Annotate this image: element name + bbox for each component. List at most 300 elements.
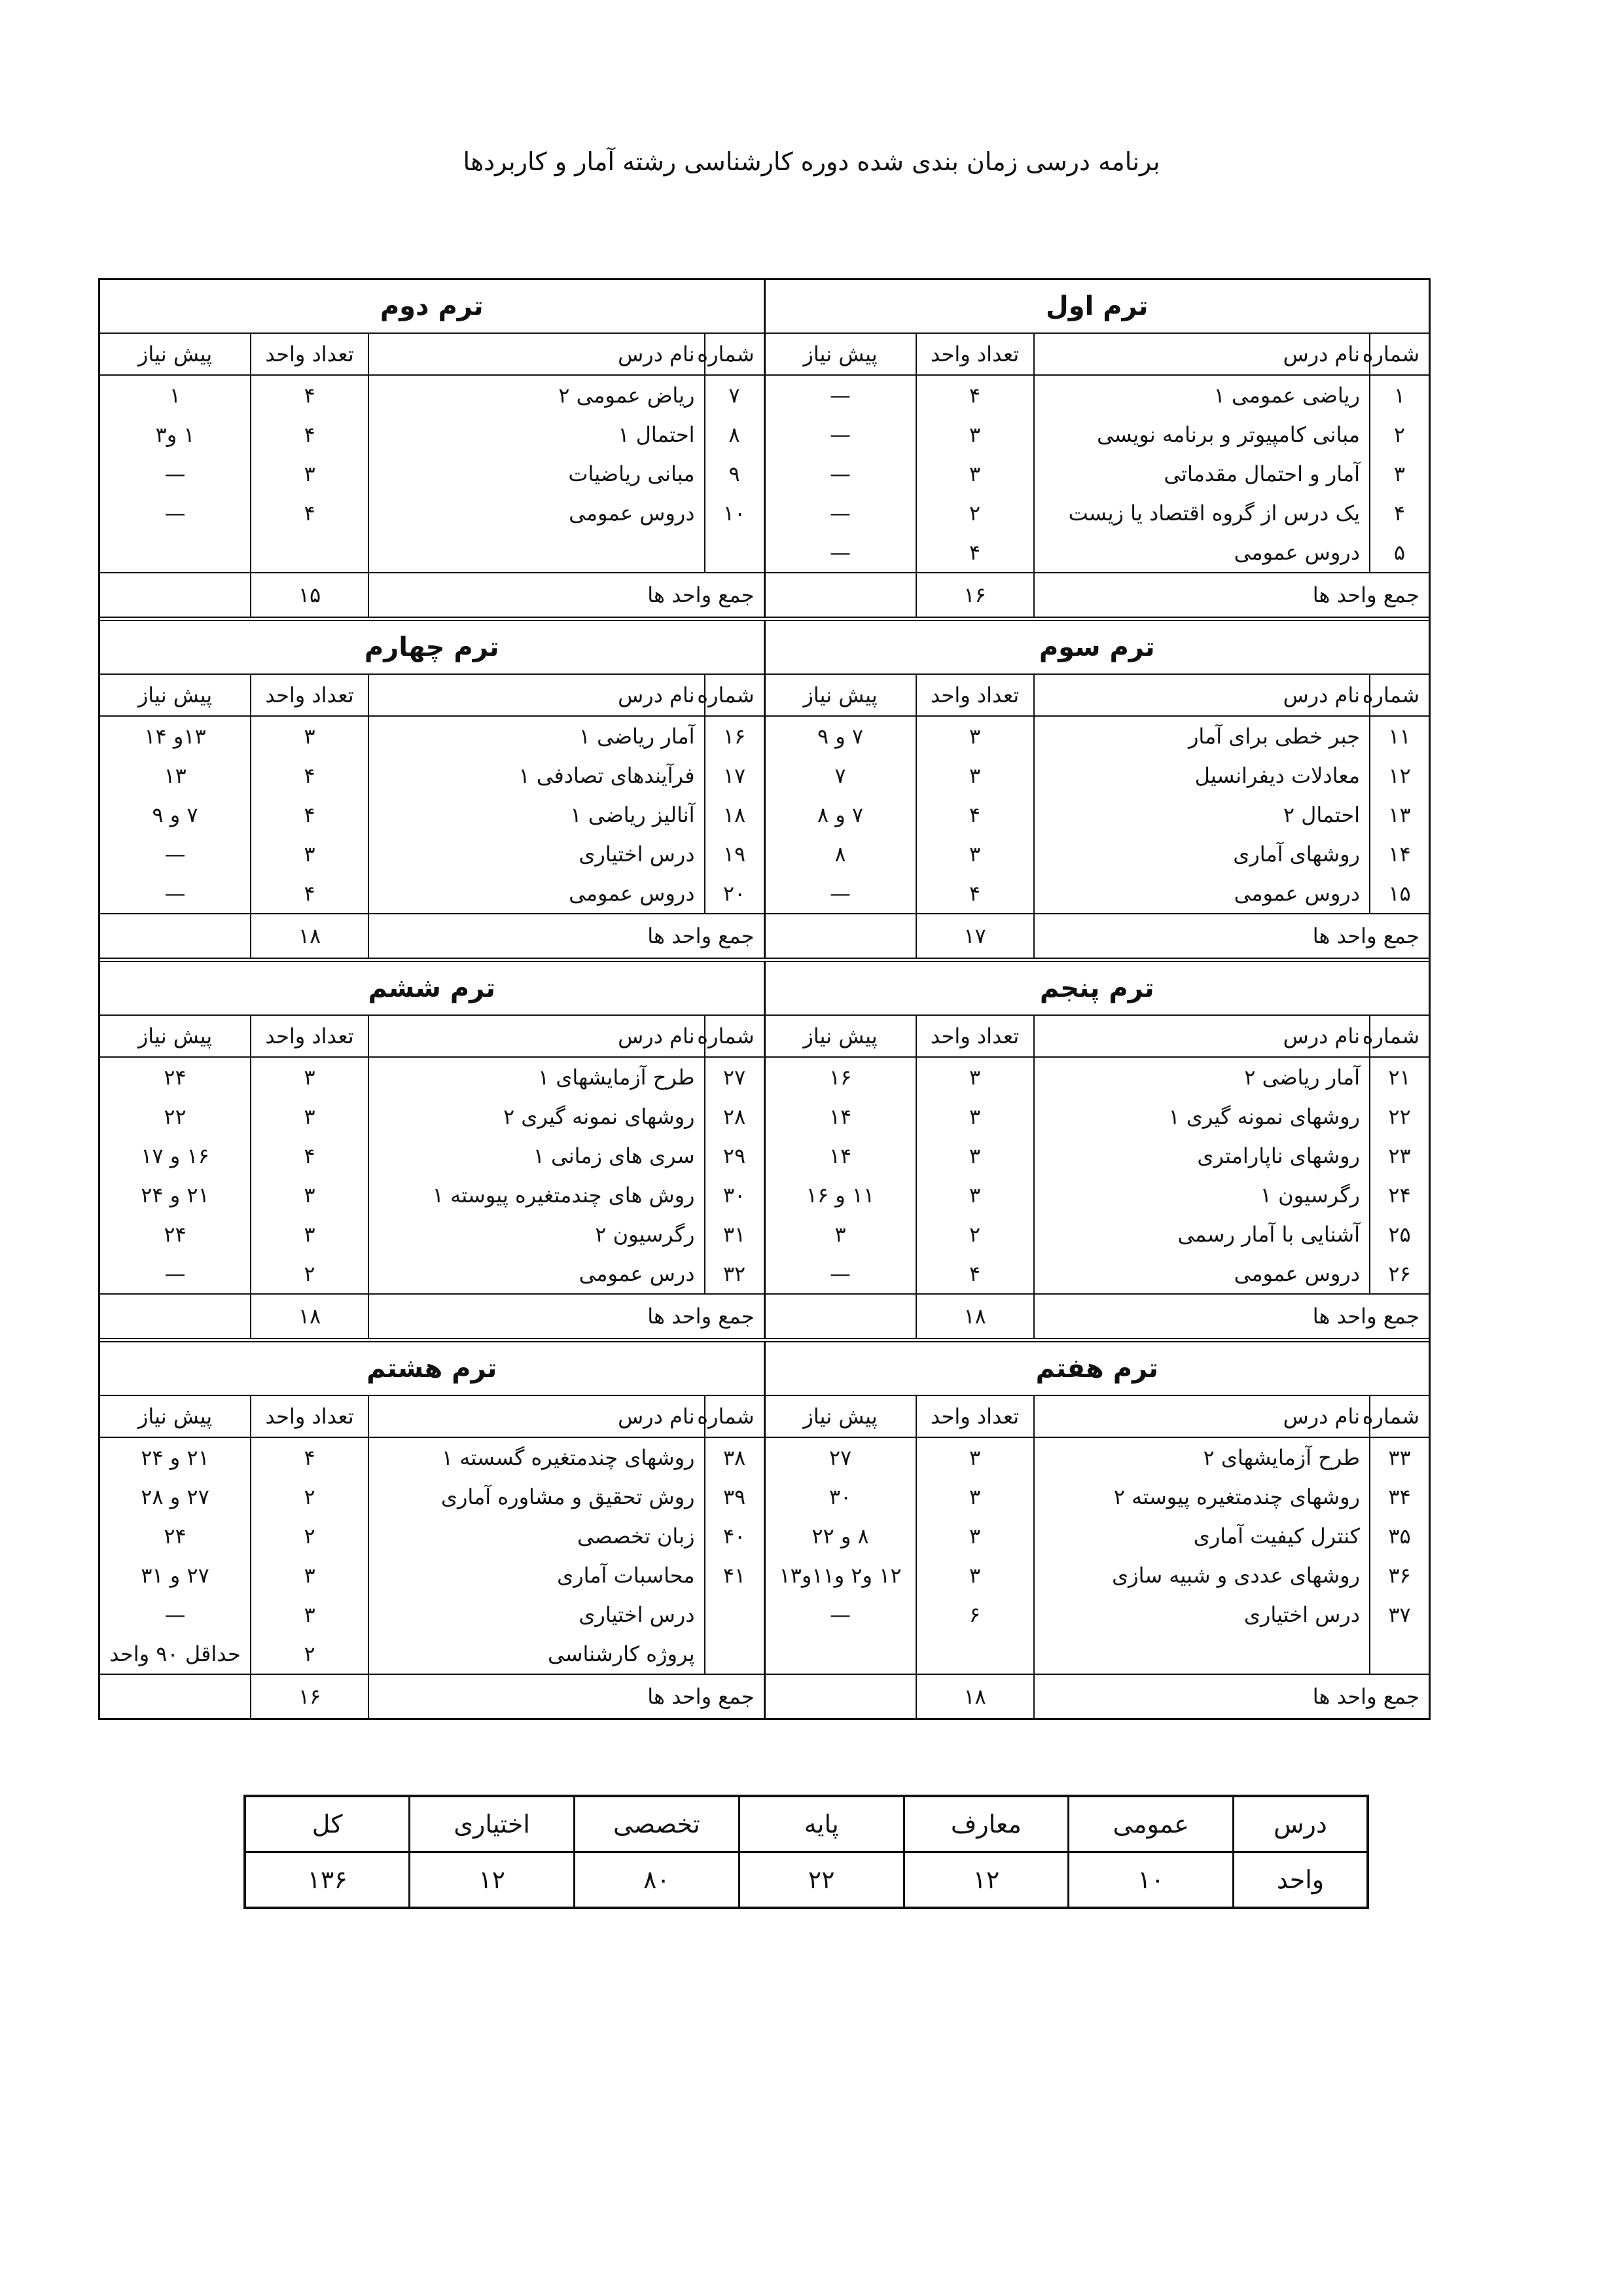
- course-prereq: ۱۴: [829, 1143, 852, 1168]
- course-prereq: —: [164, 881, 186, 906]
- table-row: [100, 1136, 764, 1175]
- header-prereq: پیش نیاز: [766, 674, 916, 716]
- header-course: نام درس: [368, 674, 705, 716]
- term-title: ترم اول: [766, 280, 1429, 333]
- header-units: تعداد واحد: [916, 1015, 1034, 1057]
- table-row: [100, 415, 764, 454]
- table-row: [100, 1556, 764, 1595]
- total-units: ۱۸: [916, 1294, 1034, 1338]
- header-prereq: پیش نیاز: [766, 1015, 916, 1057]
- course-name: سری های زمانی ۱: [368, 1136, 705, 1175]
- course-prereq: ۱۳و ۱۴: [144, 724, 206, 749]
- course-name: مبانی ریاضیات: [368, 454, 704, 493]
- course-number: ۲۸: [705, 1097, 764, 1136]
- course-name: رگرسیون ۲: [368, 1215, 705, 1254]
- course-name: احتمال ۱: [368, 415, 704, 454]
- total-label: جمع واحد ها: [368, 1294, 764, 1338]
- course-name: روشهای چندمتغیره پیوسته ۲: [1034, 1477, 1370, 1516]
- course-name: ریاض عمومی ۲: [368, 375, 704, 415]
- term-table: [100, 962, 764, 1338]
- table-row: [766, 756, 1429, 795]
- course-prereq: ۲۲: [164, 1104, 187, 1129]
- summary-cell: ۱۲: [904, 1852, 1069, 1909]
- table-row: [766, 1254, 1429, 1294]
- course-prereq: ۷ و ۹: [817, 724, 864, 749]
- course-name: درس اختیاری: [368, 834, 705, 874]
- course-units: ۳: [916, 1477, 1034, 1516]
- header-units: تعداد واحد: [251, 333, 368, 375]
- header-prereq: پیش نیاز: [100, 1015, 251, 1057]
- course-name: روشهای آماری: [1034, 834, 1370, 874]
- course-units: ۳: [916, 1136, 1034, 1175]
- course-name: دروس عمومی: [1034, 533, 1370, 573]
- table-row: [100, 795, 764, 834]
- course-number: ۳۰: [705, 1175, 764, 1215]
- table-row: [766, 375, 1429, 415]
- course-prereq: ۲۷: [829, 1445, 852, 1470]
- course-prereq: [100, 533, 251, 573]
- course-units: ۲: [251, 1516, 368, 1556]
- course-units: ۲: [916, 493, 1034, 533]
- header-units: تعداد واحد: [251, 1395, 368, 1437]
- header-course: نام درس: [1034, 1395, 1370, 1437]
- course-prereq: —: [830, 1261, 851, 1286]
- table-row: [100, 1516, 764, 1556]
- table-row: [766, 795, 1429, 834]
- total-label: جمع واحد ها: [1034, 573, 1429, 617]
- total-row: [100, 1294, 764, 1338]
- course-units: ۳: [916, 1437, 1034, 1477]
- term-table: [766, 1342, 1429, 1718]
- total-units: ۱۶: [916, 573, 1034, 617]
- course-number: ۴۰: [705, 1516, 764, 1556]
- course-units: ۲: [251, 1477, 368, 1516]
- course-number: ۸: [705, 415, 764, 454]
- header-course: نام درس: [1034, 1015, 1370, 1057]
- course-name: پروژه کارشناسی: [368, 1634, 704, 1674]
- header-row: [766, 674, 1429, 716]
- course-prereq: —: [830, 881, 851, 906]
- term-title: ترم هفتم: [766, 1342, 1429, 1395]
- course-prereq: [766, 1634, 916, 1674]
- summary-cell: ۲۲: [739, 1852, 904, 1909]
- course-units: ۳: [916, 415, 1034, 454]
- total-row: [766, 914, 1429, 958]
- course-number: ۲۳: [1370, 1136, 1429, 1175]
- table-row: [766, 1097, 1429, 1136]
- course-name: روش تحقیق و مشاوره آماری: [368, 1477, 704, 1516]
- table-row: [100, 1595, 764, 1634]
- course-units: ۳: [251, 1215, 368, 1254]
- table-row: [766, 454, 1429, 493]
- total-label: جمع واحد ها: [368, 1674, 763, 1718]
- summary-cell: کل: [245, 1796, 410, 1852]
- course-number: ۱۶: [705, 716, 764, 756]
- header-number: شماره: [705, 1395, 764, 1437]
- course-number: ۱۴: [1370, 834, 1429, 874]
- total-units: ۱۸: [916, 1674, 1034, 1718]
- table-row: [100, 375, 764, 415]
- course-prereq: ۲۱ و ۲۴: [141, 1183, 209, 1208]
- course-number: ۱۳: [1370, 795, 1429, 834]
- course-units: ۶: [916, 1595, 1034, 1634]
- term-table: [766, 962, 1429, 1338]
- course-number: ۳: [1370, 454, 1429, 493]
- course-name: آشنایی با آمار رسمی: [1034, 1215, 1370, 1254]
- header-course: نام درس: [1034, 333, 1370, 375]
- course-units: ۳: [916, 716, 1034, 756]
- total-units: ۱۵: [251, 573, 368, 617]
- total-label: جمع واحد ها: [1034, 914, 1429, 958]
- table-row: [766, 1215, 1429, 1254]
- course-prereq: ۱۱ و ۱۶: [806, 1183, 875, 1208]
- term-table: [100, 1342, 764, 1718]
- total-prereq-empty: [100, 1294, 251, 1338]
- course-name: ریاضی عمومی ۱: [1034, 375, 1370, 415]
- total-units: ۱۶: [251, 1674, 368, 1718]
- header-number: شماره: [1370, 1395, 1429, 1437]
- total-label: جمع واحد ها: [368, 914, 764, 958]
- course-prereq: ۲۱ و ۲۴: [141, 1445, 209, 1470]
- table-row: [100, 533, 764, 573]
- course-units: ۳: [916, 1057, 1034, 1097]
- term-table: [766, 621, 1429, 958]
- total-prereq-empty: [766, 1294, 916, 1338]
- course-prereq: ۷: [834, 763, 846, 788]
- summary-cell: عمومی: [1069, 1796, 1234, 1852]
- summary-row-units: [245, 1852, 1368, 1909]
- table-row: [766, 1516, 1429, 1556]
- header-prereq: پیش نیاز: [766, 333, 916, 375]
- course-units: ۴: [916, 874, 1034, 914]
- summary-cell: تخصصی: [575, 1796, 740, 1852]
- header-number: شماره: [1370, 333, 1429, 375]
- course-number: ۱۱: [1370, 716, 1429, 756]
- table-row: [100, 1175, 764, 1215]
- table-row: [100, 1634, 764, 1674]
- course-number: ۵: [1370, 533, 1429, 573]
- term-block: [100, 621, 766, 958]
- course-units: ۲: [916, 1215, 1034, 1254]
- course-name: فرآیندهای تصادفی ۱: [368, 756, 705, 795]
- table-row: [766, 533, 1429, 573]
- header-prereq: پیش نیاز: [100, 333, 251, 375]
- header-units: تعداد واحد: [251, 674, 368, 716]
- course-units: ۳: [916, 1175, 1034, 1215]
- course-units: ۴: [251, 375, 368, 415]
- header-number: شماره: [705, 333, 764, 375]
- header-row: [100, 674, 764, 716]
- total-prereq-empty: [100, 1674, 251, 1718]
- summary-cell: ۱۳۶: [245, 1852, 410, 1909]
- course-prereq: ۱: [169, 383, 181, 408]
- table-row: [766, 1175, 1429, 1215]
- course-number: ۳۵: [1370, 1516, 1429, 1556]
- course-units: ۴: [251, 874, 368, 914]
- term-pair-row: [100, 1338, 1429, 1718]
- term-pair-row: [100, 617, 1429, 958]
- summary-cell: معارف: [904, 1796, 1069, 1852]
- term-block: [766, 280, 1429, 617]
- total-prereq-empty: [100, 914, 251, 958]
- course-prereq: ۷ و ۸: [817, 802, 864, 827]
- course-name: دروس عمومی: [368, 493, 704, 533]
- course-prereq: —: [830, 383, 851, 408]
- course-number: ۳۶: [1370, 1556, 1429, 1595]
- course-prereq: —: [830, 1602, 851, 1627]
- header-units: تعداد واحد: [251, 1015, 368, 1057]
- course-units: ۳: [251, 1097, 368, 1136]
- course-number: ۲۵: [1370, 1215, 1429, 1254]
- total-units: ۱۸: [251, 914, 368, 958]
- course-prereq: ۷ و ۹: [152, 802, 198, 827]
- course-prereq: ۱۶: [829, 1065, 852, 1090]
- course-prereq: ۸: [834, 842, 846, 867]
- table-row: [100, 1097, 764, 1136]
- table-row: [100, 756, 764, 795]
- course-number: [1370, 1634, 1429, 1674]
- summary-cell: درس: [1234, 1796, 1368, 1852]
- course-number: ۲۰: [705, 874, 764, 914]
- table-row: [100, 874, 764, 914]
- course-name: یک درس از گروه اقتصاد یا زیست: [1034, 493, 1370, 533]
- course-name: دروس عمومی: [1034, 874, 1370, 914]
- course-prereq: —: [164, 1261, 186, 1286]
- course-name: درس اختیاری: [368, 1595, 704, 1634]
- course-units: ۳: [916, 1516, 1034, 1556]
- term-pair-row: [100, 958, 1429, 1338]
- total-row: [766, 1294, 1429, 1338]
- total-label: جمع واحد ها: [1034, 1674, 1429, 1718]
- course-name: دروس عمومی: [1034, 1254, 1370, 1294]
- course-units: ۳: [251, 1595, 368, 1634]
- course-name: درس عمومی: [368, 1254, 705, 1294]
- summary-table: [243, 1795, 1369, 1909]
- course-number: ۱۹: [705, 834, 764, 874]
- course-prereq: ۱۴: [829, 1104, 852, 1129]
- term-title: ترم چهارم: [100, 621, 764, 674]
- term-table: [100, 280, 764, 617]
- terms-grid: [98, 278, 1431, 1720]
- course-name: درس اختیاری: [1034, 1595, 1370, 1634]
- header-prereq: پیش نیاز: [766, 1395, 916, 1437]
- table-row: [766, 1057, 1429, 1097]
- course-units: [916, 1634, 1034, 1674]
- course-name: آمار ریاضی ۱: [368, 716, 705, 756]
- course-units: [251, 533, 368, 573]
- course-number: ۳۳: [1370, 1437, 1429, 1477]
- course-prereq: ۲۴: [164, 1065, 187, 1090]
- course-number: ۱۵: [1370, 874, 1429, 914]
- term-block: [766, 962, 1429, 1338]
- course-units: ۳: [251, 1175, 368, 1215]
- term-table: [100, 621, 764, 958]
- course-prereq: ۱۳: [164, 763, 187, 788]
- course-units: ۲: [251, 1634, 368, 1674]
- header-row: [100, 1015, 764, 1057]
- course-units: ۳: [251, 834, 368, 874]
- term-block: [100, 280, 766, 617]
- course-name: روشهای ناپارامتری: [1034, 1136, 1370, 1175]
- term-block: [100, 1342, 766, 1718]
- header-units: تعداد واحد: [916, 1395, 1034, 1437]
- course-units: ۴: [251, 756, 368, 795]
- course-units: ۴: [916, 1254, 1034, 1294]
- course-name: احتمال ۲: [1034, 795, 1370, 834]
- total-label: جمع واحد ها: [368, 573, 763, 617]
- header-course: نام درس: [368, 1395, 704, 1437]
- course-number: ۱۷: [705, 756, 764, 795]
- course-prereq: —: [164, 1602, 186, 1627]
- header-prereq: پیش نیاز: [100, 1395, 251, 1437]
- course-prereq: —: [830, 461, 851, 486]
- course-number: ۳۲: [705, 1254, 764, 1294]
- summary-row-courses: [245, 1796, 1368, 1852]
- course-name: کنترل کیفیت آماری: [1034, 1516, 1370, 1556]
- course-prereq: —: [164, 461, 186, 486]
- course-units: ۳: [916, 454, 1034, 493]
- total-prereq-empty: [766, 1674, 916, 1718]
- course-name: جبر خطی برای آمار: [1034, 716, 1370, 756]
- course-units: ۳: [916, 1556, 1034, 1595]
- course-units: ۴: [251, 493, 368, 533]
- total-units: ۱۸: [251, 1294, 368, 1338]
- total-row: [766, 1674, 1429, 1718]
- course-number: [705, 533, 764, 573]
- course-prereq: ۲۷ و ۳۱: [141, 1563, 209, 1588]
- course-number: [705, 1595, 764, 1634]
- course-number: ۴: [1370, 493, 1429, 533]
- header-number: شماره: [705, 1015, 764, 1057]
- course-prereq: حداقل ۹۰ واحد: [109, 1641, 241, 1666]
- table-row: [100, 493, 764, 533]
- table-row: [100, 834, 764, 874]
- course-name: دروس عمومی: [368, 874, 705, 914]
- course-name: مبانی کامپیوتر و برنامه نویسی: [1034, 415, 1370, 454]
- header-row: [766, 333, 1429, 375]
- total-prereq-empty: [766, 573, 916, 617]
- table-row: [766, 716, 1429, 756]
- course-number: ۱: [1370, 375, 1429, 415]
- course-units: ۴: [251, 1437, 368, 1477]
- summary-cell: ۱۰: [1069, 1852, 1234, 1909]
- course-number: ۱۰: [705, 493, 764, 533]
- term-title: ترم هشتم: [100, 1342, 764, 1395]
- course-prereq: —: [164, 501, 186, 526]
- course-prereq: —: [830, 422, 851, 447]
- table-row: [100, 1057, 764, 1097]
- course-prereq: ۲۷ و ۲۸: [141, 1484, 209, 1509]
- total-row: [100, 573, 764, 617]
- term-table: [766, 280, 1429, 617]
- course-prereq: ۳: [834, 1222, 846, 1247]
- course-units: ۲: [251, 1254, 368, 1294]
- table-row: [766, 1634, 1429, 1674]
- course-number: ۲۱: [1370, 1057, 1429, 1097]
- course-name: آنالیز ریاضی ۱: [368, 795, 705, 834]
- table-row: [766, 874, 1429, 914]
- course-units: ۴: [251, 415, 368, 454]
- header-prereq: پیش نیاز: [100, 674, 251, 716]
- summary-cell: پایه: [739, 1796, 904, 1852]
- term-title: ترم دوم: [100, 280, 764, 333]
- course-name: [368, 533, 704, 573]
- table-row: [100, 1477, 764, 1516]
- summary-cell: اختیاری: [410, 1796, 575, 1852]
- header-row: [766, 1015, 1429, 1057]
- course-prereq: ۱۶ و ۱۷: [141, 1143, 209, 1168]
- total-row: [100, 914, 764, 958]
- course-number: ۹: [705, 454, 764, 493]
- course-prereq: —: [164, 842, 186, 867]
- header-units: تعداد واحد: [916, 674, 1034, 716]
- course-name: رگرسیون ۱: [1034, 1175, 1370, 1215]
- table-row: [766, 1477, 1429, 1516]
- course-units: ۴: [916, 533, 1034, 573]
- course-name: طرح آزمایشهای ۲: [1034, 1437, 1370, 1477]
- course-number: [705, 1634, 764, 1674]
- course-units: ۴: [251, 1136, 368, 1175]
- summary-cell: واحد: [1234, 1852, 1368, 1909]
- course-number: ۲: [1370, 415, 1429, 454]
- table-row: [766, 1136, 1429, 1175]
- summary-cell: ۸۰: [575, 1852, 740, 1909]
- course-units: ۳: [251, 1556, 368, 1595]
- total-prereq-empty: [766, 914, 916, 958]
- table-row: [100, 454, 764, 493]
- course-name: معادلات دیفرانسیل: [1034, 756, 1370, 795]
- term-title: ترم ششم: [100, 962, 764, 1015]
- header-row: [100, 1395, 764, 1437]
- course-name: روشهای چندمتغیره گسسته ۱: [368, 1437, 704, 1477]
- header-number: شماره: [705, 674, 764, 716]
- course-units: ۳: [251, 716, 368, 756]
- summary-cell: ۱۲: [410, 1852, 575, 1909]
- course-number: ۳۹: [705, 1477, 764, 1516]
- course-number: ۱۲: [1370, 756, 1429, 795]
- course-number: ۲۴: [1370, 1175, 1429, 1215]
- table-row: [766, 1595, 1429, 1634]
- course-units: ۴: [916, 375, 1034, 415]
- course-number: ۴۱: [705, 1556, 764, 1595]
- course-name: روشهای نمونه گیری ۱: [1034, 1097, 1370, 1136]
- course-prereq: ۳۰: [829, 1484, 852, 1509]
- table-row: [766, 1437, 1429, 1477]
- header-units: تعداد واحد: [916, 333, 1034, 375]
- course-name: آمار ریاضی ۲: [1034, 1057, 1370, 1097]
- total-prereq-empty: [100, 573, 251, 617]
- header-course: نام درس: [1034, 674, 1370, 716]
- course-name: روشهای نمونه گیری ۲: [368, 1097, 705, 1136]
- course-units: ۴: [916, 795, 1034, 834]
- course-name: روش های چندمتغیره پیوسته ۱: [368, 1175, 705, 1215]
- course-name: روشهای عددی و شبیه سازی: [1034, 1556, 1370, 1595]
- header-course: نام درس: [368, 333, 704, 375]
- course-units: ۴: [251, 795, 368, 834]
- course-number: ۳۱: [705, 1215, 764, 1254]
- term-block: [100, 962, 766, 1338]
- course-number: ۲۶: [1370, 1254, 1429, 1294]
- course-name: طرح آزمایشهای ۱: [368, 1057, 705, 1097]
- header-row: [100, 333, 764, 375]
- course-number: ۳۷: [1370, 1595, 1429, 1634]
- total-label: جمع واحد ها: [1034, 1294, 1429, 1338]
- course-name: زبان تخصصی: [368, 1516, 704, 1556]
- course-name: آمار و احتمال مقدماتی: [1034, 454, 1370, 493]
- header-row: [766, 1395, 1429, 1437]
- table-row: [100, 1437, 764, 1477]
- term-title: ترم سوم: [766, 621, 1429, 674]
